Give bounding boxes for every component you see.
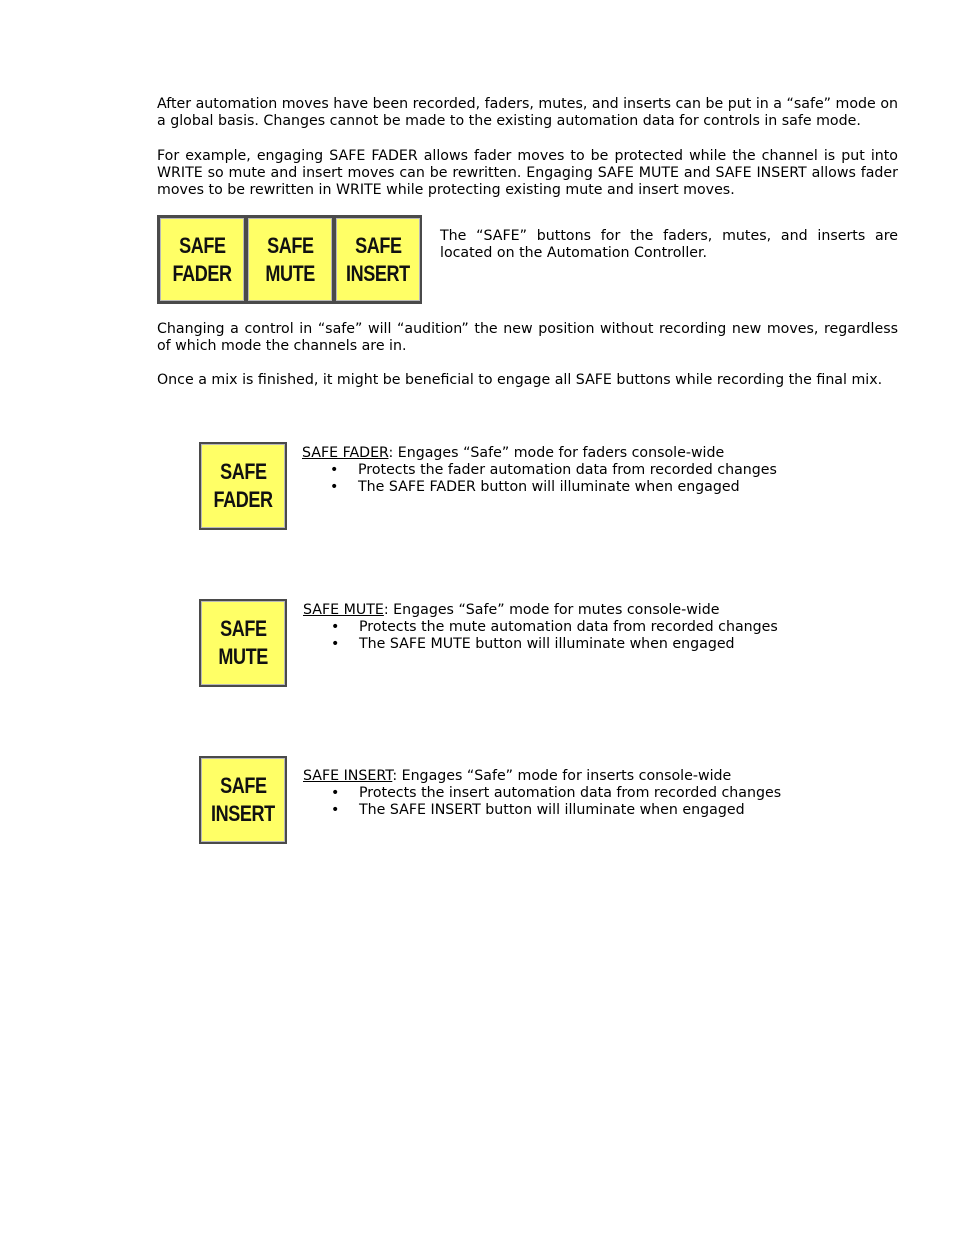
feature-bullets [330,462,777,496]
final-mix-paragraph: Once a mix is finished, it might be beneficial to engage all SAFE buttons while recording the final mix. [157,372,883,388]
feature-bullets [331,619,778,653]
safe-mute-button [199,599,287,687]
safe-fader-button [158,216,246,303]
feature-description [303,602,719,619]
feature-description [303,768,731,785]
safe-insert-button [334,216,422,303]
feature-term: SAFE MUTE [303,602,384,618]
audition-paragraph: Changing a control in “safe” will “audition” the new position without recording new moves, regardless of which mode the channels are in. [157,321,898,354]
button-line-2: INSERT [211,801,275,826]
button-line-2: MUTE [265,260,315,286]
intro-paragraph: After automation moves have been recorded, faders, mutes, and inserts can be put in a “safe” mode on a global basis. Changes cannot be made to the existing automation data for controls in safe mode. [157,96,898,129]
list-item: • The SAFE FADER button will illuminate when engaged [330,479,777,496]
button-line-2: INSERT [346,260,410,286]
safe-fader-button [199,442,287,530]
feature-summary: : Engages “Safe” mode for mutes console-wide [383,602,720,618]
button-line-2: MUTE [218,644,268,669]
button-line-1: SAFE [178,232,226,258]
button-line-2: FADER [213,487,273,512]
safe-mute-button [246,216,334,303]
button-line-1: SAFE [219,459,267,484]
list-item: • Protects the insert automation data from recorded changes [331,785,781,802]
button-line-2: FADER [172,260,232,286]
feature-summary: : Engages “Safe” mode for inserts console-wide [392,768,732,784]
feature-summary: : Engages “Safe” mode for faders console-wide [388,445,725,461]
list-item: • The SAFE MUTE button will illuminate when engaged [331,636,778,653]
feature-term: SAFE INSERT [303,768,393,784]
safe-button-strip [157,215,422,304]
button-line-1: SAFE [266,232,314,258]
feature-term: SAFE FADER [302,445,389,461]
button-strip-caption: The “SAFE” buttons for the faders, mutes, and inserts are located on the Automation Controller. [440,228,898,261]
button-line-1: SAFE [219,616,267,641]
list-item: • The SAFE INSERT button will illuminate when engaged [331,802,781,819]
safe-insert-button [199,756,287,844]
example-paragraph: For example, engaging SAFE FADER allows fader moves to be protected while the channel is put into WRITE so mute and insert moves can be rewritten. Engaging SAFE MUTE and SAFE INSERT allows fader moves to be rewritten in WRITE while protecting existing mute and insert moves. [157,148,898,198]
button-line-1: SAFE [219,773,267,798]
feature-bullets [331,785,781,819]
list-item: • Protects the mute automation data from recorded changes [331,619,778,636]
feature-description [302,445,724,462]
button-line-1: SAFE [354,232,402,258]
list-item: • Protects the fader automation data from recorded changes [330,462,777,479]
